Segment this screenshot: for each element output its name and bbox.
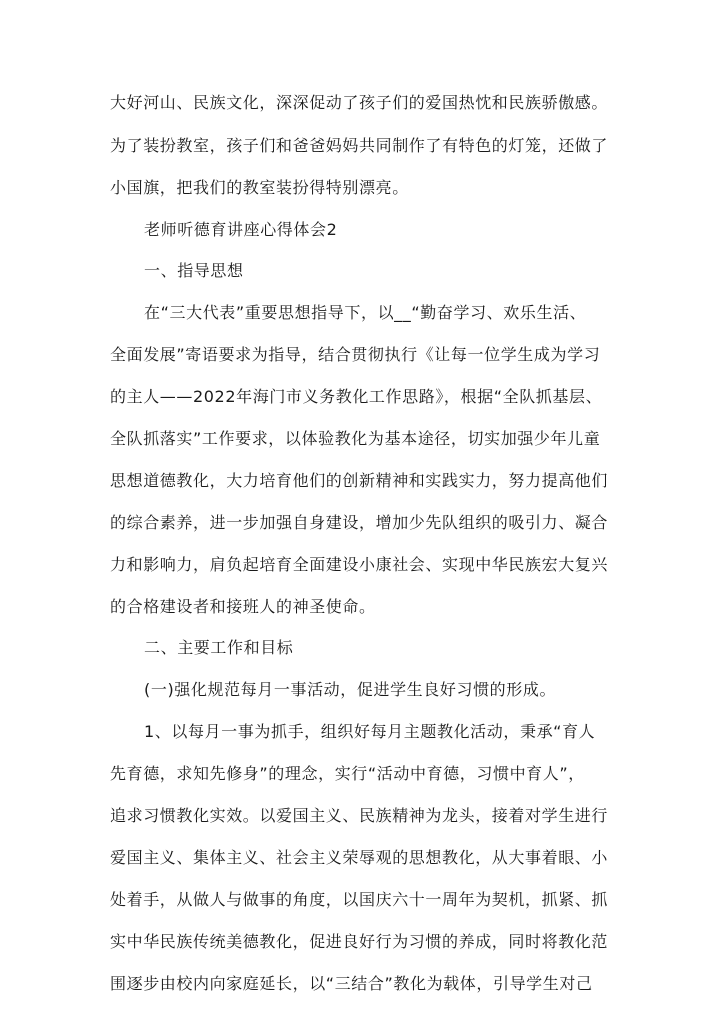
section-heading: 二、主要工作和目标: [144, 638, 294, 657]
paragraph-line: 先育德，求知先修身”的理念，实行“活动中育德，习惯中育人”，: [110, 764, 585, 783]
paragraph-line: 追求习惯教化实效。以爱国主义、民族精神为龙头，接着对学生进行: [110, 806, 609, 825]
paragraph-line: 的主人——2022年海门市义务教化工作思路》，根据“全队抓基层、: [110, 387, 603, 406]
paragraph-line: 的合格建设者和接班人的神圣使命。: [110, 597, 376, 616]
paragraph-line: 爱国主义、集体主义、社会主义荣辱观的思想教化，从大事着眼、小: [110, 848, 609, 867]
section-title: 老师听德育讲座心得体会2: [144, 220, 338, 239]
paragraph-line: 在“三大代表”重要思想指导下，以__“勤奋学习、欢乐生活、: [144, 303, 587, 322]
paragraph-line: 全队抓落实”工作要求，以体验教化为基本途径，切实加强少年儿童: [110, 429, 601, 448]
paragraph-line: 围逐步由校内向家庭延长，以“三结合”教化为载体，引导学生对己: [110, 974, 593, 993]
paragraph-line: 力和影响力，肩负起培育全面建设小康社会、实现中华民族宏大复兴: [110, 555, 609, 574]
paragraph-line: 全面发展”寄语要求为指导，结合贯彻执行《让每一位学生成为学习: [110, 345, 601, 364]
paragraph-line: 大好河山、民族文化，深深促动了孩子们的爱国热忱和民族骄傲感。: [110, 93, 609, 112]
paragraph-line: 思想道德教化，大力培育他们的创新精神和实践实力，努力提高他们: [110, 471, 609, 490]
paragraph-line: 为了装扮教室，孩子们和爸爸妈妈共同制作了有特色的灯笼，还做了: [110, 136, 609, 155]
paragraph-line: 实中华民族传统美德教化，促进良好行为习惯的养成，同时将教化范: [110, 932, 609, 951]
subsection-heading: (一)强化规范每月一事活动，促进学生良好习惯的形成。: [144, 680, 557, 699]
paragraph-line: 1、以每月一事为抓手，组织好每月主题教化活动，秉承“育人: [144, 722, 596, 741]
paragraph-line: 的综合素养，进一步加强自身建设，增加少先队组织的吸引力、凝合: [110, 513, 609, 532]
paragraph-line: 处着手，从做人与做事的角度，以国庆六十一周年为契机，抓紧、抓: [110, 890, 609, 909]
paragraph-line: 小国旗，把我们的教室装扮得特别漂亮。: [110, 178, 409, 197]
section-heading: 一、指导思想: [144, 261, 244, 280]
